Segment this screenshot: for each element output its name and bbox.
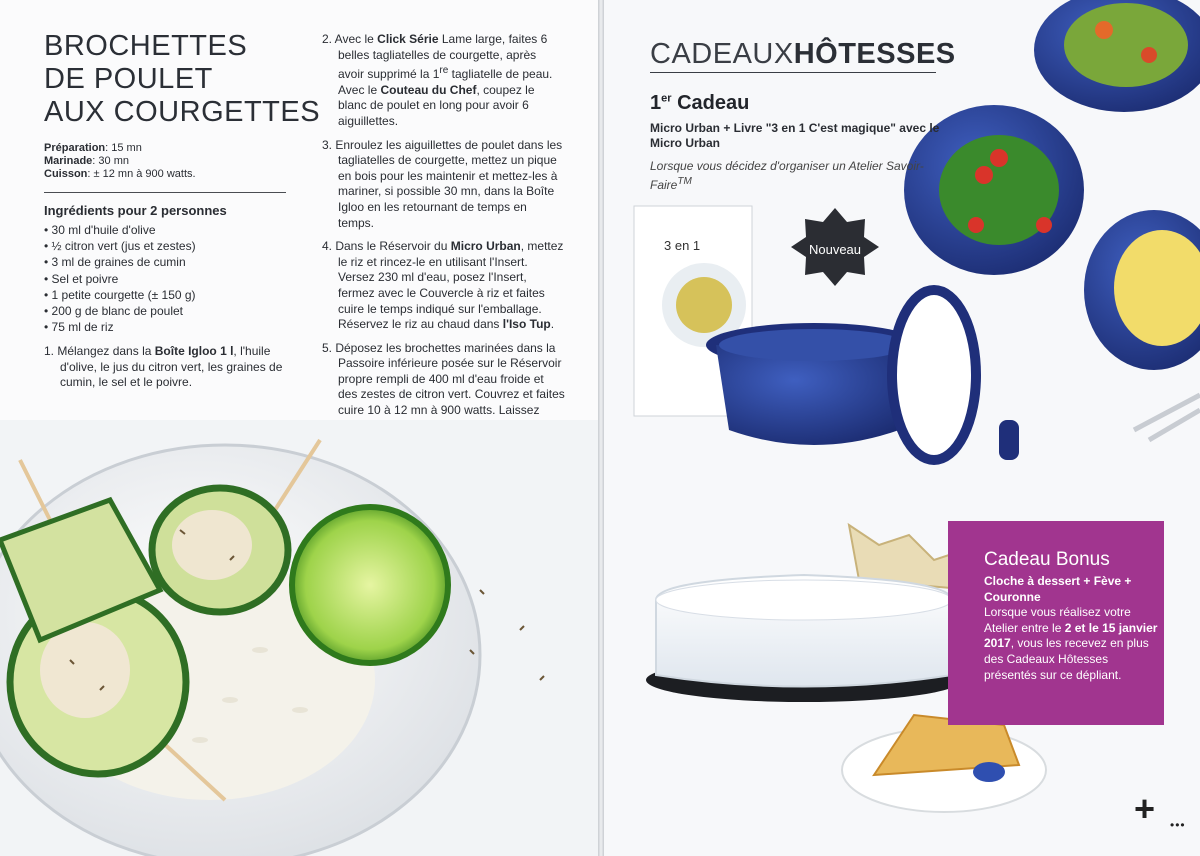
gifts-page (604, 0, 1200, 856)
first-gift-description (650, 158, 930, 193)
divider (44, 192, 286, 193)
chicken (172, 510, 252, 580)
ingredient-item: • Sel et poivre (44, 271, 196, 287)
marinade-value: : 30 mn (92, 155, 129, 167)
product-name: l'Iso Tup (502, 317, 551, 332)
micro-urban-lid (892, 290, 976, 460)
step-text: . (550, 317, 555, 332)
first-gift-name: Micro Urban + Livre "3 en 1 C'est magique" avec le Micro Urban (650, 121, 940, 150)
bonus-panel (948, 521, 1164, 725)
step-text: tagliatelle de peau. Avec le (338, 67, 553, 97)
cuisson-value: : ± 12 mn à 900 watts. (87, 168, 196, 180)
gifts-header-light: CADEAUX (650, 38, 794, 70)
ingredient-item: • 200 g de blanc de poulet (44, 303, 196, 319)
divider (650, 72, 936, 73)
ingredient-item: • 1 petite courgette (± 150 g) (44, 287, 196, 303)
nouveau-label: Nouveau (808, 242, 862, 257)
feve (973, 762, 1005, 782)
bonus-text: , vous les recevez en plus des Cadeaux Hôtesses présentés sur ce dépliant. (984, 636, 1149, 682)
gift-word: Cadeau (671, 92, 750, 114)
gift-number: 1 (650, 92, 662, 114)
step-text: , mettez le riz et rincez-le en utilisant l'Insert. Versez 230 ml d'eau, posez l'Insert, fermez avec le Couvercle à riz et faites cuire le temps indiqué sur l'emballage. Réservez le riz au chaud dans (338, 239, 564, 332)
ingredients-list (44, 222, 196, 335)
recipe-title-line-1: BROCHETTES (44, 30, 248, 62)
bonus-name: Cloche à dessert + Fève + Couronne (984, 574, 1132, 604)
recipe-title (44, 30, 320, 129)
step-text: Lame large, faites 6 belles tagliatelles de courgette, après avoir supprimé la 1 (338, 32, 548, 82)
ingredients-title: Ingrédients pour 2 personnes (44, 203, 227, 218)
prep-value: : 15 mn (105, 142, 142, 154)
gift-ordinal: er (661, 92, 672, 105)
recipe-page (0, 0, 598, 856)
bonus-title: Cadeau Bonus (984, 549, 1110, 570)
dots-icon: ••• (1170, 818, 1186, 832)
recipe-title-line-2: DE POULET (44, 63, 213, 95)
step-text: , coupez le blanc de poulet en long pour avoir 6 aiguillettes. (338, 82, 535, 128)
step-4 (322, 239, 565, 333)
step-1 (44, 344, 310, 391)
marinade-label: Marinade (44, 155, 93, 167)
product-name: Couteau du Chef (380, 82, 477, 97)
cuisson-label: Cuisson (44, 168, 88, 180)
step-text: 1. Mélangez dans la (44, 344, 155, 358)
plus-icon: + (1134, 788, 1156, 829)
bonus-text: Lorsque vous réalisez votre Atelier entre le (984, 605, 1131, 635)
ingredient-item: • 30 ml d'huile d'olive (44, 222, 196, 238)
bonus-dates: 2 et le 15 janvier 2017 (984, 620, 1158, 651)
ingredient-item: • ½ citron vert (jus et zestes) (44, 238, 196, 254)
prep-label: Préparation (44, 142, 106, 154)
step-5: 5. Déposez les brochettes marinées dans la Passoire inférieure posée sur le Réservoir propre rempli de 400 ml d'eau froide et des zestes de citron vert. Couvrez et faites cuire 10 à 12 mn à 900 watts. Laissez (322, 340, 565, 418)
recipe-times (44, 142, 196, 181)
trademark: TM (677, 176, 692, 187)
product-name: Click Série (377, 32, 439, 46)
ingredient-item: • 3 ml de graines de cumin (44, 254, 196, 270)
step-text: , l'huile d'olive, le jus du citron vert, les graines de cumin, le sel et le poivre. (60, 344, 283, 389)
gifts-header (650, 38, 956, 71)
vegetables (1064, 3, 1188, 87)
first-gift-title (650, 92, 749, 115)
dish-photo (0, 420, 598, 856)
gift-desc-text: Lorsque vous décidez d'organiser un Atelier Savoir-Faire (650, 159, 924, 192)
step-text: 2. Avec le (322, 32, 378, 46)
lime (292, 507, 448, 663)
step-3: 3. Enroulez les aiguillettes de poulet dans les tagliatelles de courgette, mettez un pique en bois pour les maintenir et mettez-les à mariner, si possible 30 mn, dans la Boîte Igloo en les retournant de temps en temps. (322, 137, 563, 230)
product-name: Boîte Igloo 1 l (154, 344, 234, 358)
step-superscript: re (439, 65, 449, 77)
ingredient-item: • 75 ml de riz (44, 319, 196, 335)
gifts-header-bold: HÔTESSES (793, 38, 956, 70)
product-name: Micro Urban (450, 239, 521, 254)
recipe-title-line-3: AUX COURGETTES (44, 96, 321, 128)
step-text: 4. Dans le Réservoir du (322, 239, 451, 254)
bonus-body (984, 574, 1160, 683)
book-title: 3 en 1 (664, 238, 701, 253)
step-2 (322, 32, 565, 130)
